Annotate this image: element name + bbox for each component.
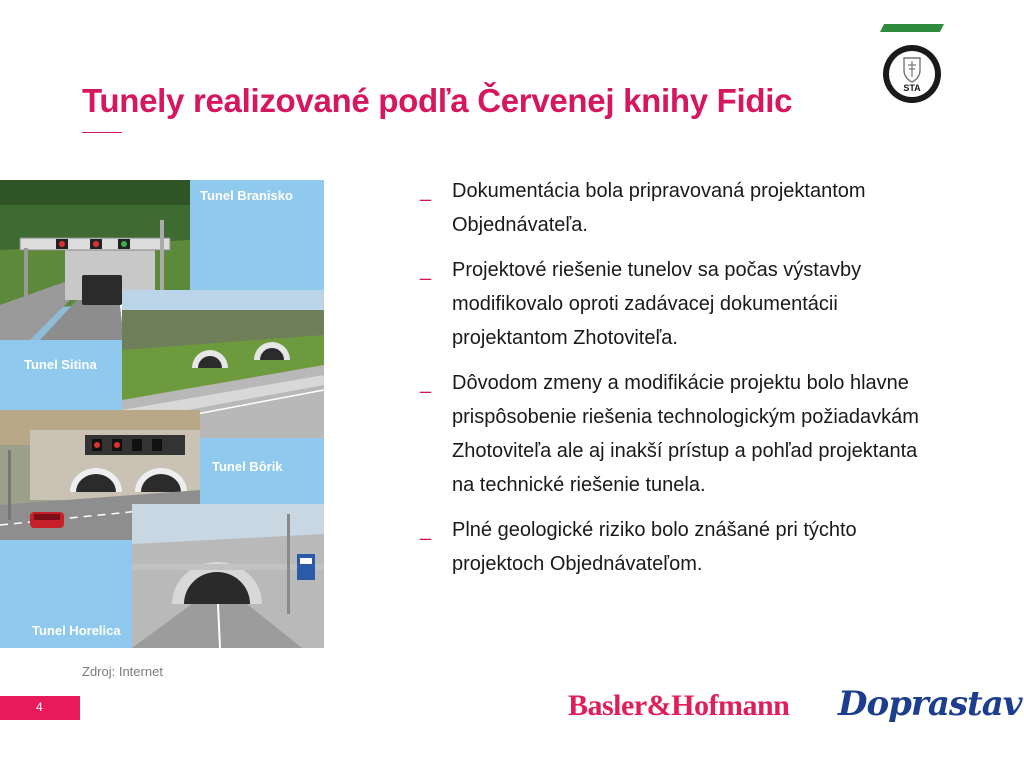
source-note: Zdroj: Internet	[82, 664, 163, 679]
label-tunel-sitina: Tunel Sitina	[24, 357, 97, 372]
bullet-text: Dôvodom zmeny a modifikácie projektu bolo hlavne prispôsobenie riešenia technologickým požiadavkám Zhotoviteľa ale aj inakší prístup a pohľad projektanta na technické riešenie tunela.	[452, 372, 919, 496]
bullet-item	[420, 253, 940, 355]
bullet-marker: _	[420, 372, 432, 394]
bullet-marker: _	[420, 519, 432, 541]
bullet-item	[420, 174, 940, 242]
slide-title: Tunely realizované podľa Červenej knihy Fidic	[82, 82, 793, 119]
bullet-item	[420, 513, 940, 581]
title-underline	[82, 132, 122, 133]
label-box-sitina	[0, 340, 122, 410]
bullet-text: Projektové riešenie tunelov sa počas výstavby modifikovalo oproti zadávacej dokumentácii projektantom Zhotoviteľa.	[452, 259, 862, 349]
page-number: 4	[36, 700, 43, 714]
bullet-marker: _	[420, 259, 432, 281]
doprastav-logo: Doprastav	[838, 684, 1022, 724]
tunnel-photo-collage	[0, 180, 324, 648]
label-tunel-branisko: Tunel Branisko	[200, 188, 293, 203]
basler-hofmann-logo: Basler&Hofmann	[568, 689, 790, 722]
photo-tunel-horelica	[132, 504, 324, 648]
bullet-list	[420, 174, 940, 592]
label-tunel-borik: Tunel Bôrik	[212, 459, 283, 474]
bullet-marker: _	[420, 180, 432, 202]
sta-logo-text: STA	[903, 83, 921, 93]
sta-logo	[876, 22, 946, 106]
bullet-item	[420, 366, 940, 502]
bullet-text: Dokumentácia bola pripravovaná projektantom Objednávateľa.	[452, 180, 866, 236]
label-tunel-horelica: Tunel Horelica	[32, 623, 121, 638]
sta-logo-green-bar	[880, 24, 944, 32]
bullet-text: Plné geologické riziko bolo znášané pri týchto projektoch Objednávateľom.	[452, 519, 857, 575]
